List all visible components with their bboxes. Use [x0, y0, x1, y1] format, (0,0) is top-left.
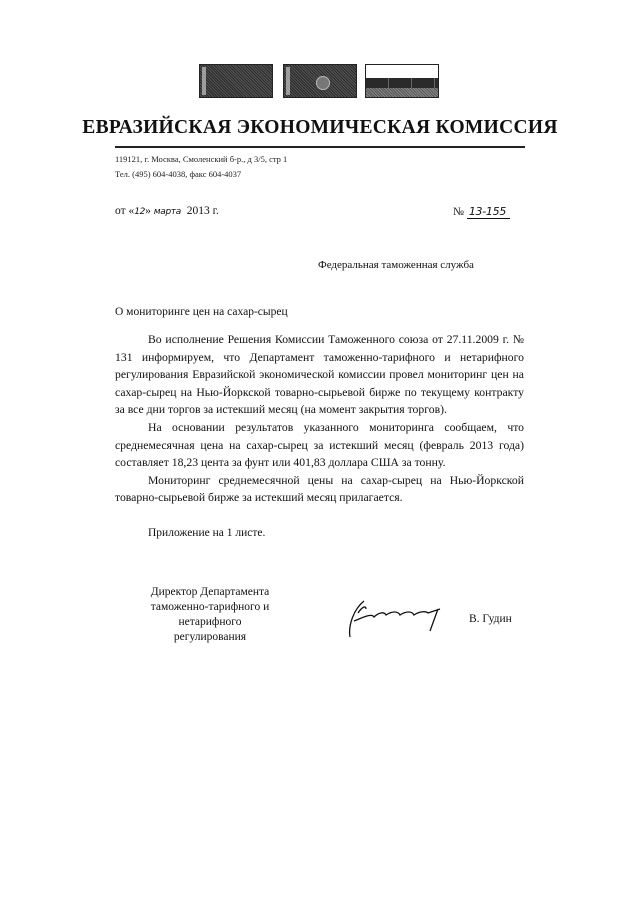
letter-number-value: 13-155 [467, 205, 510, 219]
signer-title: Директор Департамента таможенно-тарифного и нетарифного регулирования [150, 586, 270, 643]
flags-header [199, 64, 439, 98]
signature-icon [344, 595, 454, 643]
recipient: Федеральная таможенная служба [318, 259, 474, 271]
paragraph: На основании результатов указанного мониторинга сообщаем, что среднемесячная цена на сахар-сырец за истекший месяц (февраль 2013 года) составляет 18,23 цента за фунт или 401,83 доллара США за тонну. [115, 420, 524, 470]
attachment-note: Приложение на 1 листе. [148, 527, 266, 539]
letter-date: от «12» марта 2013 г. [115, 205, 219, 217]
paragraph: Во исполнение Решения Комиссии Таможенного союза от 27.11.2009 г. № 131 информируем, что Департамент таможенно-тарифного и нетарифного регулирования Евразийской экономической комиссии провел мониторинг цен на сахар-сырец на Нью-Йоркской товарно-сырьевой бирже по текущему контракту за все дни торгов за истекший месяц (на момент закрытия торгов). [115, 333, 524, 417]
date-day: 12 [134, 207, 146, 217]
organization-name: ЕВРАЗИЙСКАЯ ЭКОНОМИЧЕСКАЯ КОМИССИЯ [82, 117, 558, 138]
flag-icon [199, 64, 273, 98]
letter-body [115, 331, 524, 507]
signer-name: В. Гудин [469, 613, 512, 625]
flag-tricolor-icon [365, 64, 439, 98]
subject-line: О мониторинге цен на сахар-сырец [115, 306, 288, 318]
header-divider [115, 146, 525, 148]
paragraph: Мониторинг среднемесячной цены на сахар-сырец на Нью-Йоркской товарно-сырьевой бирже за истекший месяц прилагается. [115, 473, 524, 505]
date-month: марта [153, 207, 182, 217]
emblem-icon [316, 76, 330, 90]
phone-fax: Тел. (495) 604-4038, факс 604-4037 [115, 169, 242, 179]
address: 119121, г. Москва, Смоленский б-р., д 3/5, стр 1 [115, 154, 288, 164]
flag-emblem-icon [283, 64, 357, 98]
date-year: 2013 г. [186, 205, 219, 217]
letter-number: № 13-155 [453, 205, 510, 218]
